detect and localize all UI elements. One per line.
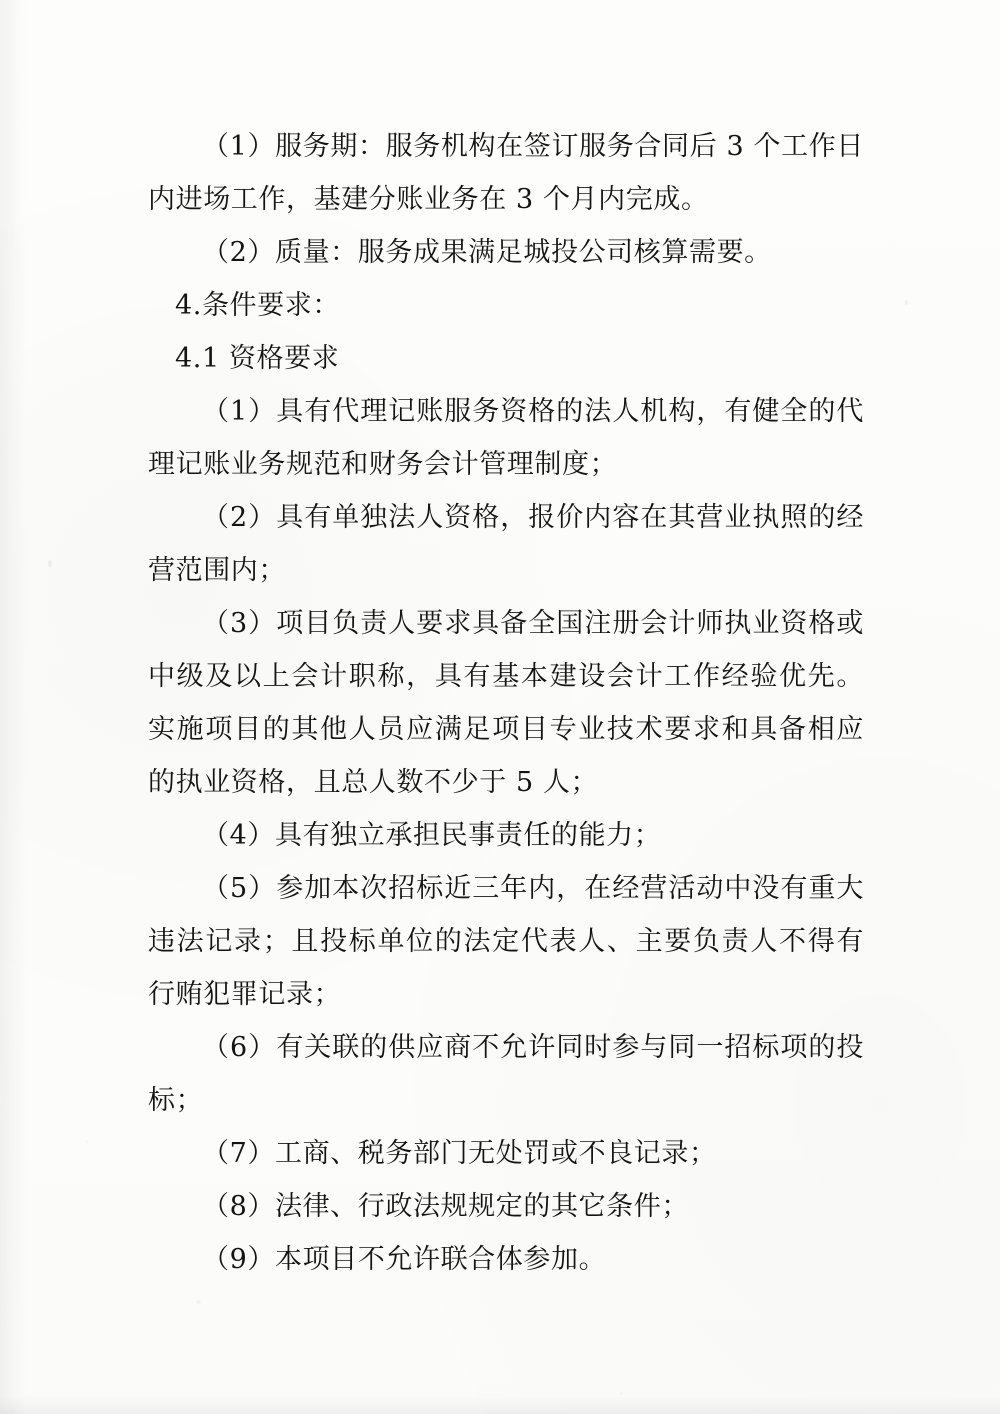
heading-4-1-qualification-requirements: 4.1 资格要求 xyxy=(175,343,340,374)
clause-1-agency-bookkeeping-qualification: （1）具有代理记账服务资格的法人机构，有健全的代理记账业务规范和财务会计管理制度； xyxy=(148,396,864,480)
heading-4-condition-requirements: 4.条件要求： xyxy=(175,290,340,321)
scan-speck xyxy=(905,300,908,305)
clause-quality: （2）质量：服务成果满足城投公司核算需要。 xyxy=(202,237,772,268)
page-left-shadow xyxy=(0,0,26,1414)
clause-9-no-consortium: （9）本项目不允许联合体参加。 xyxy=(202,1244,607,1275)
clause-3-project-leader: （3）项目负责人要求具备全国注册会计师执业资格或中级及以上会计职称，具有基本建设会计工作经验优先。实施项目的其他人员应满足项目专业技术要求和具备相应的执业资格，且总人数不少于 5 人； xyxy=(148,608,864,798)
clause-7-no-penalty-record: （7）工商、税务部门无处罚或不良记录； xyxy=(202,1138,717,1169)
clause-4-civil-liability: （4）具有独立承担民事责任的能力； xyxy=(202,820,662,851)
scan-speck xyxy=(196,1300,201,1304)
page-bottom-shadow xyxy=(0,1396,1000,1414)
scan-speck xyxy=(48,560,52,567)
clause-2-independent-legal-person: （2）具有单独法人资格，报价内容在其营业执照的经营范围内； xyxy=(148,502,864,586)
scan-speck xyxy=(620,1392,623,1395)
clause-5-no-major-violation: （5）参加本次招标近三年内，在经营活动中没有重大违法记录；且投标单位的法定代表人、主要负责人不得有行贿犯罪记录； xyxy=(148,873,864,1010)
document-body xyxy=(148,120,864,1286)
clause-service-period: （1）服务期：服务机构在签订服务合同后 3 个工作日内进场工作，基建分账业务在 3 个月内完成。 xyxy=(148,131,864,215)
clause-6-affiliated-suppliers: （6）有关联的供应商不允许同时参与同一招标项的投标； xyxy=(148,1032,864,1116)
clause-8-other-legal-conditions: （8）法律、行政法规规定的其它条件； xyxy=(202,1191,689,1222)
scan-speck xyxy=(86,1140,88,1144)
